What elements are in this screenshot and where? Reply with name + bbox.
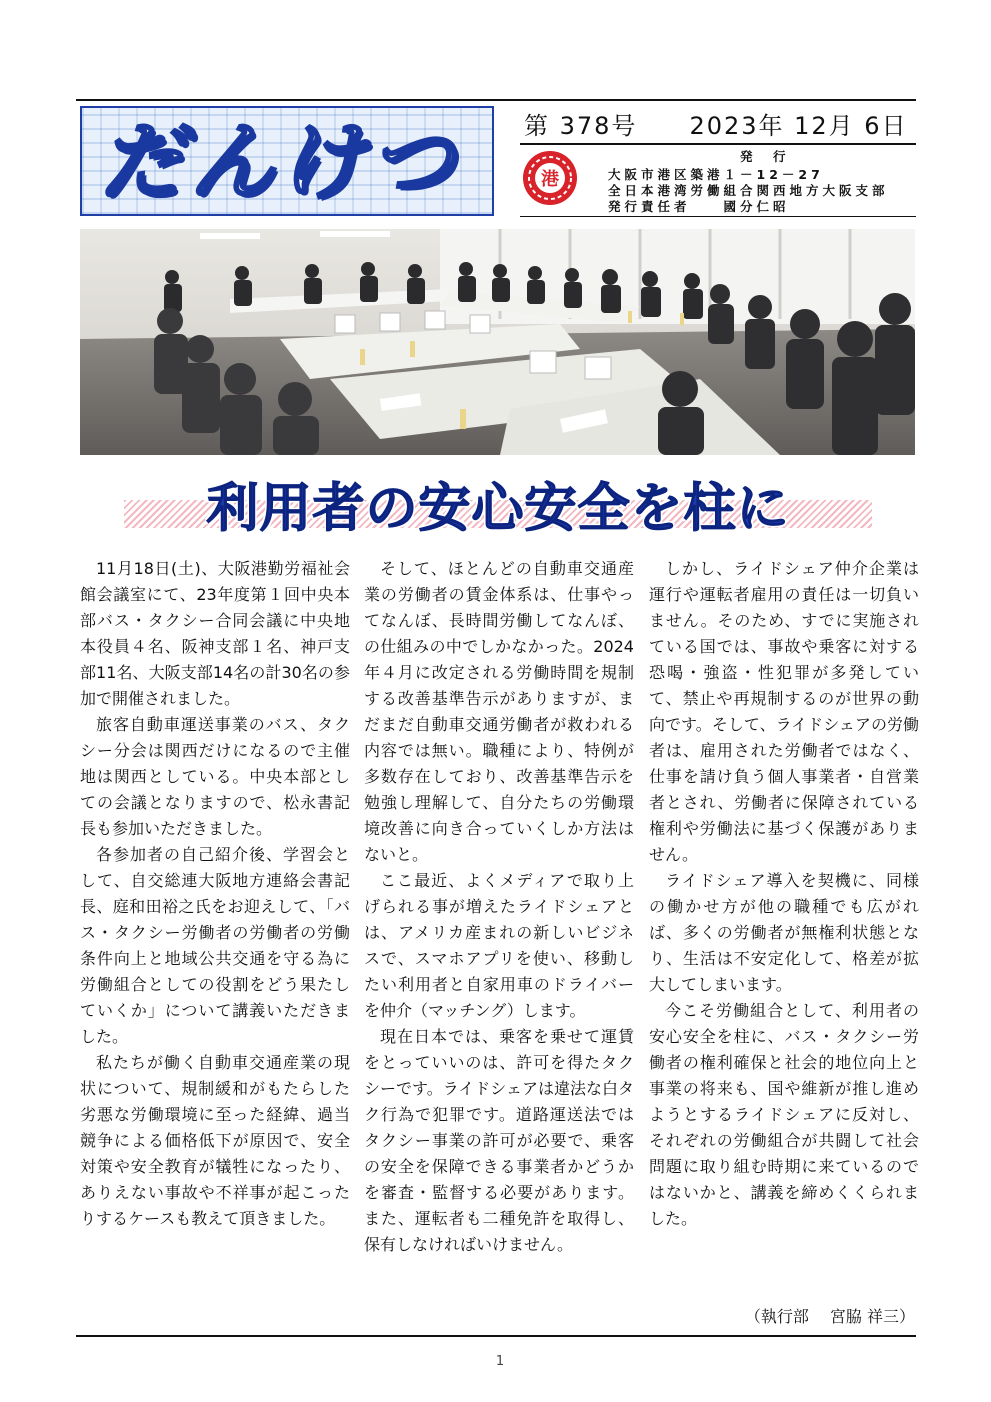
article-paragraph: 現在日本では、乗客を乗せて運賃をとっていいのは、許可を得たタクシーです。ライドシェアは違法な白タク行為で犯罪です。道路運送法ではタクシー事業の許可が必要で、乗客の安全を保障できる事業者かどうかを審査・監督する必要があります。また、運転者も二種免許を取得し、保有しなければいけません。 [364, 1027, 634, 1254]
article-paragraph: しかし、ライドシェア仲介企業は運行や運転者雇用の責任は一切負いません。そのため、すでに実施されている国では、事故や乗客に対する恐喝・強盗・性犯罪が多発していて、禁止や再規制するのが世界の動向です。そして、ライドシェアの労働者は、雇用された労働者ではなく、仕事を請け負う個人事業者・自営業者とされ、労働者に保障されている権利や労働法に基づく保護がありません。 [649, 559, 919, 864]
article-headline: 利用者の安心安全を柱に [206, 479, 790, 539]
article-signature: （執行部 宮脇 祥三） [744, 1307, 915, 1326]
article-paragraph: そして、ほとんどの自動車交通産業の労働者の賃金体系は、仕事やってなんぼ、長時間労働してなんぼ、の仕組みの中でしかなかった。2024年４月に改定される労働時間を規制する改善基準告示がありますが、まだまだ自動車交通労働者が救われる内容では無い。職種により、特例が多数存在しており、改善基準告示を勉強し理解して、自分たちの労働環境改善に向き合っていくしか方法はないと。 [364, 559, 634, 864]
masthead-logo-text: だんけつ [100, 113, 461, 211]
article-paragraph: 今こそ労働組合として、利用者の安心安全を柱に、バス・タクシー労働者の権利確保と社会的地位向上と事業の将来も、国や維新が推し進めようとするライドシェアに反対し、それぞれの労働組合が共闘して社会問題に取り組む時期に来ているのではないかと、講義を締めくくられました。 [649, 1001, 919, 1228]
article-column-2 [364, 556, 634, 1258]
publisher-organization: 全日本港湾労働組合関西地方大阪支部 [608, 183, 889, 198]
meeting-room-photo [80, 229, 915, 455]
issue-date-line [524, 110, 914, 142]
masthead-top-rule [76, 99, 916, 101]
article-paragraph: 旅客自動車運送事業のバス、タクシー分会は関西だけになるので主催地は関西としている。中央本部としての会議となりますので、松永書記長も参加いただきました。 [80, 715, 350, 838]
issue-underline [520, 143, 916, 145]
article-column-3 [649, 556, 919, 1232]
publisher-responsible: 発行責任者 國分仁昭 [608, 199, 790, 214]
article-paragraph: 11月18日(土)、大阪港勤労福祉会館会議室にて、23年度第１回中央本部バス・タクシー合同会議に中央地本役員４名、阪神支部１名、神戸支部11名、大阪支部14名の計30名の参加で開催されました。 [80, 559, 350, 708]
article-paragraph: ライドシェア導入を契機に、同様の働かせ方が他の職種でも広がれば、多くの労働者が無権利状態となり、生活は不安定化して、格差が拡大してしまいます。 [649, 871, 919, 994]
article-paragraph: 私たちが働く自動車交通産業の現状について、規制緩和がもたらした劣悪な労働環境に至った経緯、過当競争による価格低下が原因で、安全対策や安全教育が犠牲になったり、ありえない事故や不祥事が起こったりするケースも教えて頂きました。 [80, 1053, 350, 1228]
publisher-label: 発 行 [740, 149, 790, 164]
issue-date: 2023年 12月 6日 [689, 112, 908, 140]
seal-text: 港 [541, 169, 559, 190]
union-seal-icon [522, 150, 578, 206]
page-number: 1 [495, 1354, 505, 1369]
masthead-logo [80, 106, 494, 216]
issue-number: 第 378号 [524, 112, 638, 140]
article-paragraph: 各参加者の自己紹介後、学習会として、自交総連大阪地方連絡会書記長、庭和田裕之氏をお迎えして、「バス・タクシー労働者の労働者の労働条件向上と地域公共交通を守る為に労働組合としての役割をどう果たしていくか」について講義いただきました。 [80, 845, 350, 1046]
masthead-bottom-rule [520, 216, 916, 217]
article-column-1 [80, 556, 350, 1232]
publisher-address: 大阪市港区築港１－12－27 [608, 167, 824, 182]
footer-rule [76, 1335, 916, 1337]
article-paragraph: ここ最近、よくメディアで取り上げられる事が増えたライドシェアとは、アメリカ産まれの新しいビジネスで、スマホアプリを使い、移動したい利用者と自家用車のドライバーを仲介（マッチング）します。 [364, 871, 634, 1020]
